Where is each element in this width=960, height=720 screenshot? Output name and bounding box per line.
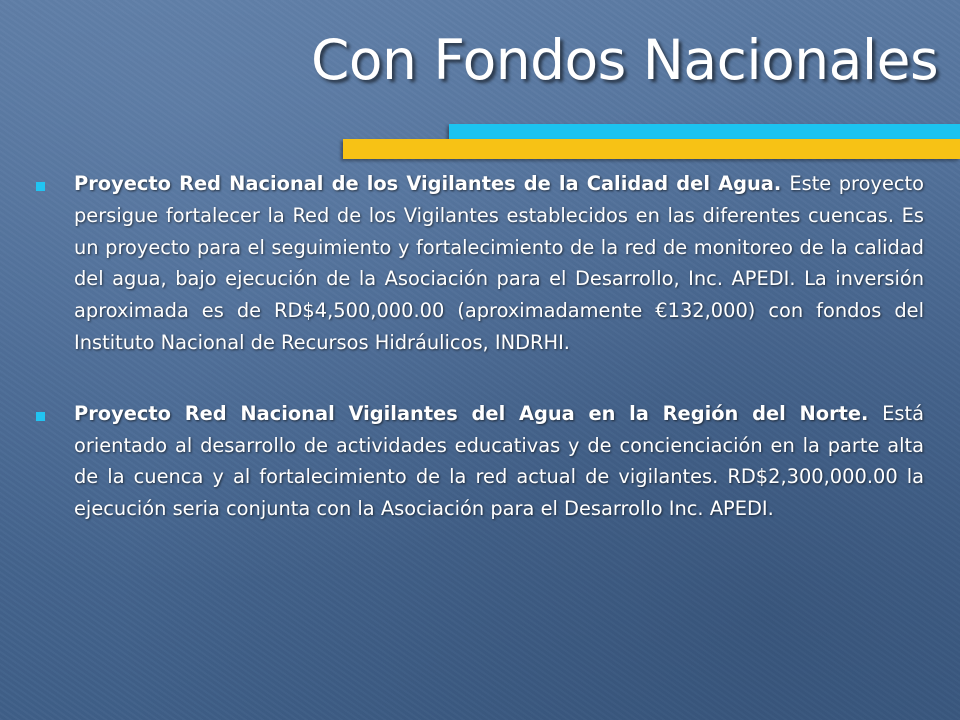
slide-title: Con Fondos Nacionales xyxy=(311,28,939,92)
square-bullet-icon xyxy=(36,412,45,421)
bullet-item-vigilantes-norte xyxy=(36,398,924,525)
accent-bar-cyan xyxy=(449,124,960,139)
accent-bar-gold xyxy=(343,139,960,159)
bullet-body: Este proyecto persigue fortalecer la Red de los Vigilantes establecidos en las diferentes cuencas. Es un proyecto para el seguimiento y fortalecimiento de la red de monitoreo de la calidad del agua, bajo ejecución de la Asociación para el Desarrollo, Inc. APEDI. La inversión aproximada es de RD$4,500,000.00 (aproximadamente €132,000) con fondos del Instituto Nacional de Recursos Hidráulicos, INDRHI. xyxy=(74,172,925,354)
square-bullet-icon xyxy=(36,182,45,191)
bullet-body: Está orientado al desarrollo de actividades educativas y de concienciación en la parte alta de la cuenca y al fortalecimiento de la red actual de vigilantes. RD$2,300,000.00 la ejecución seria conjunta con la Asociación para el Desarrollo Inc. APEDI. xyxy=(74,401,924,521)
bullet-title: Proyecto Red Nacional de los Vigilantes de la Calidad del Agua. xyxy=(74,172,790,195)
bullet-item-vigilantes-calidad xyxy=(36,168,924,359)
bullet-title: Proyecto Red Nacional Vigilantes del Agua en la Región del Norte. xyxy=(74,401,883,425)
bullet-list xyxy=(36,168,924,525)
